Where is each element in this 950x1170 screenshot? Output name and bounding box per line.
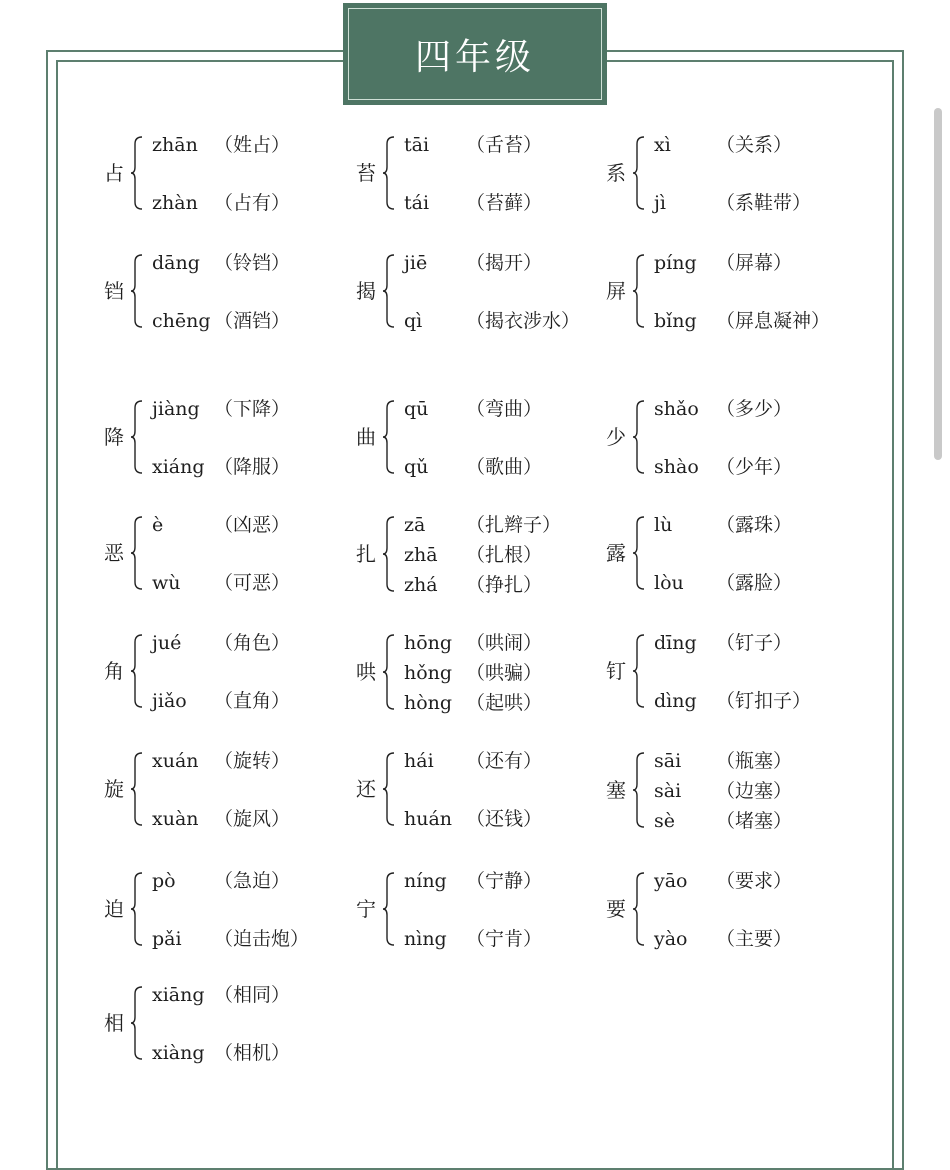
example-word: （宁静）	[466, 870, 543, 892]
example-word: （屏幕）	[716, 252, 793, 274]
reading-line	[404, 872, 542, 891]
example-word: （主要）	[716, 928, 793, 950]
pinyin: chēng	[152, 310, 211, 332]
example-word: （露脸）	[716, 572, 793, 594]
polyphone-character: 还	[356, 777, 376, 801]
pinyin: shǎo	[654, 398, 699, 420]
pinyin: hōng	[404, 632, 453, 654]
reading-line	[152, 312, 290, 331]
reading-line	[654, 752, 792, 771]
pinyin: dìng	[654, 690, 697, 712]
example-word: （揭开）	[466, 252, 543, 274]
reading-line	[404, 810, 542, 829]
pinyin: jì	[654, 192, 666, 214]
reading-line	[654, 782, 792, 801]
pinyin: xiáng	[152, 456, 205, 478]
reading-line	[404, 664, 542, 683]
brace-icon	[382, 872, 396, 946]
reading-line	[404, 254, 542, 273]
reading-line	[654, 136, 792, 155]
example-word: （扎根）	[466, 544, 543, 566]
pinyin: lù	[654, 514, 673, 536]
brace-icon	[632, 136, 646, 210]
pinyin: xiàng	[152, 1042, 205, 1064]
reading-line	[152, 400, 290, 419]
pinyin: yào	[654, 928, 688, 950]
pinyin: bǐng	[654, 310, 697, 332]
brace-icon	[632, 400, 646, 474]
example-word: （哄闹）	[466, 632, 543, 654]
reading-line	[152, 458, 290, 477]
reading-line	[404, 634, 542, 653]
example-word: （姓占）	[214, 134, 291, 156]
pinyin: tāi	[404, 134, 430, 156]
reading-line	[152, 136, 290, 155]
pinyin: jiē	[404, 252, 428, 274]
example-word: （迫击炮）	[214, 928, 310, 950]
example-word: （旋转）	[214, 750, 291, 772]
polyphone-character: 露	[606, 541, 626, 565]
pinyin: dāng	[152, 252, 200, 274]
example-word: （占有）	[214, 192, 291, 214]
pinyin: hái	[404, 750, 434, 772]
example-word: （揭衣涉水）	[466, 310, 581, 332]
page-title: 四年级	[414, 36, 535, 78]
reading-line	[152, 516, 290, 535]
example-word: （边塞）	[716, 780, 793, 802]
example-word: （系鞋带）	[716, 192, 812, 214]
reading-line	[152, 1044, 290, 1063]
pinyin: wù	[152, 572, 181, 594]
example-word: （钉扣子）	[716, 690, 812, 712]
pinyin: zhá	[404, 574, 438, 596]
pinyin: pò	[152, 870, 176, 892]
example-word: （还有）	[466, 750, 543, 772]
polyphone-character: 少	[606, 425, 626, 449]
brace-icon	[382, 136, 396, 210]
pinyin: nìng	[404, 928, 447, 950]
pinyin: zhàn	[152, 192, 198, 214]
pinyin: hòng	[404, 692, 453, 714]
brace-icon	[130, 986, 144, 1060]
polyphone-character: 恶	[104, 541, 124, 565]
polyphone-character: 曲	[356, 425, 376, 449]
example-word: （瓶塞）	[716, 750, 793, 772]
reading-line	[404, 752, 542, 771]
reading-line	[152, 574, 290, 593]
brace-icon	[130, 634, 144, 708]
reading-line	[654, 930, 792, 949]
polyphone-character: 扎	[356, 542, 376, 566]
example-word: （挣扎）	[466, 574, 543, 596]
brace-icon	[130, 136, 144, 210]
reading-line	[152, 810, 290, 829]
pinyin: sāi	[654, 750, 682, 772]
polyphone-character: 迫	[104, 897, 124, 921]
example-word: （相同）	[214, 984, 291, 1006]
brace-icon	[632, 634, 646, 708]
example-word: （堵塞）	[716, 810, 793, 832]
brace-icon	[382, 254, 396, 328]
brace-icon	[632, 516, 646, 590]
pinyin: píng	[654, 252, 697, 274]
brace-icon	[130, 752, 144, 826]
reading-line	[404, 400, 542, 419]
example-word: （多少）	[716, 398, 793, 420]
reading-line	[404, 546, 542, 565]
pinyin: xuán	[152, 750, 199, 772]
pinyin: jiàng	[152, 398, 200, 420]
polyphone-character: 铛	[104, 279, 124, 303]
example-word: （急迫）	[214, 870, 291, 892]
reading-line	[404, 694, 542, 713]
example-word: （旋风）	[214, 808, 291, 830]
pinyin: hǒng	[404, 662, 453, 684]
pinyin: yāo	[654, 870, 688, 892]
reading-line	[152, 930, 309, 949]
title-banner	[343, 3, 607, 105]
reading-line	[404, 516, 561, 535]
example-word: （哄骗）	[466, 662, 543, 684]
reading-line	[404, 194, 542, 213]
reading-line	[654, 812, 792, 831]
example-word: （要求）	[716, 870, 793, 892]
polyphone-character: 塞	[606, 778, 626, 802]
polyphone-character: 要	[606, 897, 626, 921]
pinyin: dīng	[654, 632, 697, 654]
reading-line	[404, 312, 580, 331]
reading-line	[654, 872, 792, 891]
pinyin: xì	[654, 134, 671, 156]
polyphone-character: 角	[104, 659, 124, 683]
example-word: （露珠）	[716, 514, 793, 536]
reading-line	[654, 400, 792, 419]
example-word: （扎辫子）	[466, 514, 562, 536]
example-word: （酒铛）	[214, 310, 291, 332]
polyphone-character: 旋	[104, 777, 124, 801]
brace-icon	[382, 634, 396, 710]
reading-line	[152, 692, 290, 711]
pinyin: pǎi	[152, 928, 182, 950]
brace-icon	[382, 400, 396, 474]
brace-icon	[632, 752, 646, 828]
pinyin: zā	[404, 514, 426, 536]
example-word: （还钱）	[466, 808, 543, 830]
example-word: （舌苔）	[466, 134, 543, 156]
reading-line	[654, 516, 792, 535]
pinyin: shào	[654, 456, 699, 478]
polyphone-character: 相	[104, 1011, 124, 1035]
reading-line	[404, 930, 542, 949]
brace-icon	[632, 254, 646, 328]
pinyin: qū	[404, 398, 429, 420]
example-word: （直角）	[214, 690, 291, 712]
pinyin: níng	[404, 870, 447, 892]
brace-icon	[382, 752, 396, 826]
reading-line	[654, 194, 811, 213]
example-word: （凶恶）	[214, 514, 291, 536]
pinyin: xiāng	[152, 984, 205, 1006]
reading-line	[654, 458, 792, 477]
polyphone-character: 屏	[606, 279, 626, 303]
reading-line	[654, 692, 811, 711]
brace-icon	[130, 400, 144, 474]
example-word: （降服）	[214, 456, 291, 478]
reading-line	[404, 136, 542, 155]
reading-line	[654, 312, 830, 331]
reading-line	[654, 634, 792, 653]
example-word: （下降）	[214, 398, 291, 420]
pinyin: jué	[152, 632, 182, 654]
polyphone-character: 苔	[356, 161, 376, 185]
brace-icon	[130, 516, 144, 590]
reading-line	[152, 872, 290, 891]
example-word: （铃铛）	[214, 252, 291, 274]
reading-line	[404, 576, 542, 595]
example-word: （角色）	[214, 632, 291, 654]
reading-line	[404, 458, 542, 477]
example-word: （少年）	[716, 456, 793, 478]
polyphone-character: 宁	[356, 897, 376, 921]
example-word: （宁肯）	[466, 928, 543, 950]
example-word: （相机）	[214, 1042, 291, 1064]
pinyin: sài	[654, 780, 682, 802]
example-word: （可恶）	[214, 572, 291, 594]
example-word: （钉子）	[716, 632, 793, 654]
pinyin: qǔ	[404, 456, 429, 478]
reading-line	[152, 634, 290, 653]
pinyin: sè	[654, 810, 675, 832]
pinyin: jiǎo	[152, 690, 187, 712]
polyphone-character: 系	[606, 161, 626, 185]
pinyin: huán	[404, 808, 453, 830]
brace-icon	[130, 254, 144, 328]
example-word: （屏息凝神）	[716, 310, 831, 332]
reading-line	[152, 254, 290, 273]
pinyin: lòu	[654, 572, 684, 594]
reading-line	[654, 254, 792, 273]
brace-icon	[130, 872, 144, 946]
example-word: （起哄）	[466, 692, 543, 714]
pinyin: qì	[404, 310, 423, 332]
pinyin: tái	[404, 192, 430, 214]
example-word: （关系）	[716, 134, 793, 156]
brace-icon	[632, 872, 646, 946]
scrollbar[interactable]	[934, 108, 942, 460]
reading-line	[152, 752, 290, 771]
pinyin: zhā	[404, 544, 438, 566]
pinyin: è	[152, 514, 164, 536]
example-word: （弯曲）	[466, 398, 543, 420]
example-word: （歌曲）	[466, 456, 543, 478]
reading-line	[654, 574, 792, 593]
polyphone-character: 揭	[356, 279, 376, 303]
polyphone-character: 哄	[356, 660, 376, 684]
brace-icon	[382, 516, 396, 592]
reading-line	[152, 194, 290, 213]
polyphone-character: 降	[104, 425, 124, 449]
reading-line	[152, 986, 290, 1005]
pinyin: xuàn	[152, 808, 199, 830]
example-word: （苔藓）	[466, 192, 543, 214]
polyphone-character: 占	[104, 161, 124, 185]
polyphone-character: 钉	[606, 659, 626, 683]
pinyin: zhān	[152, 134, 198, 156]
